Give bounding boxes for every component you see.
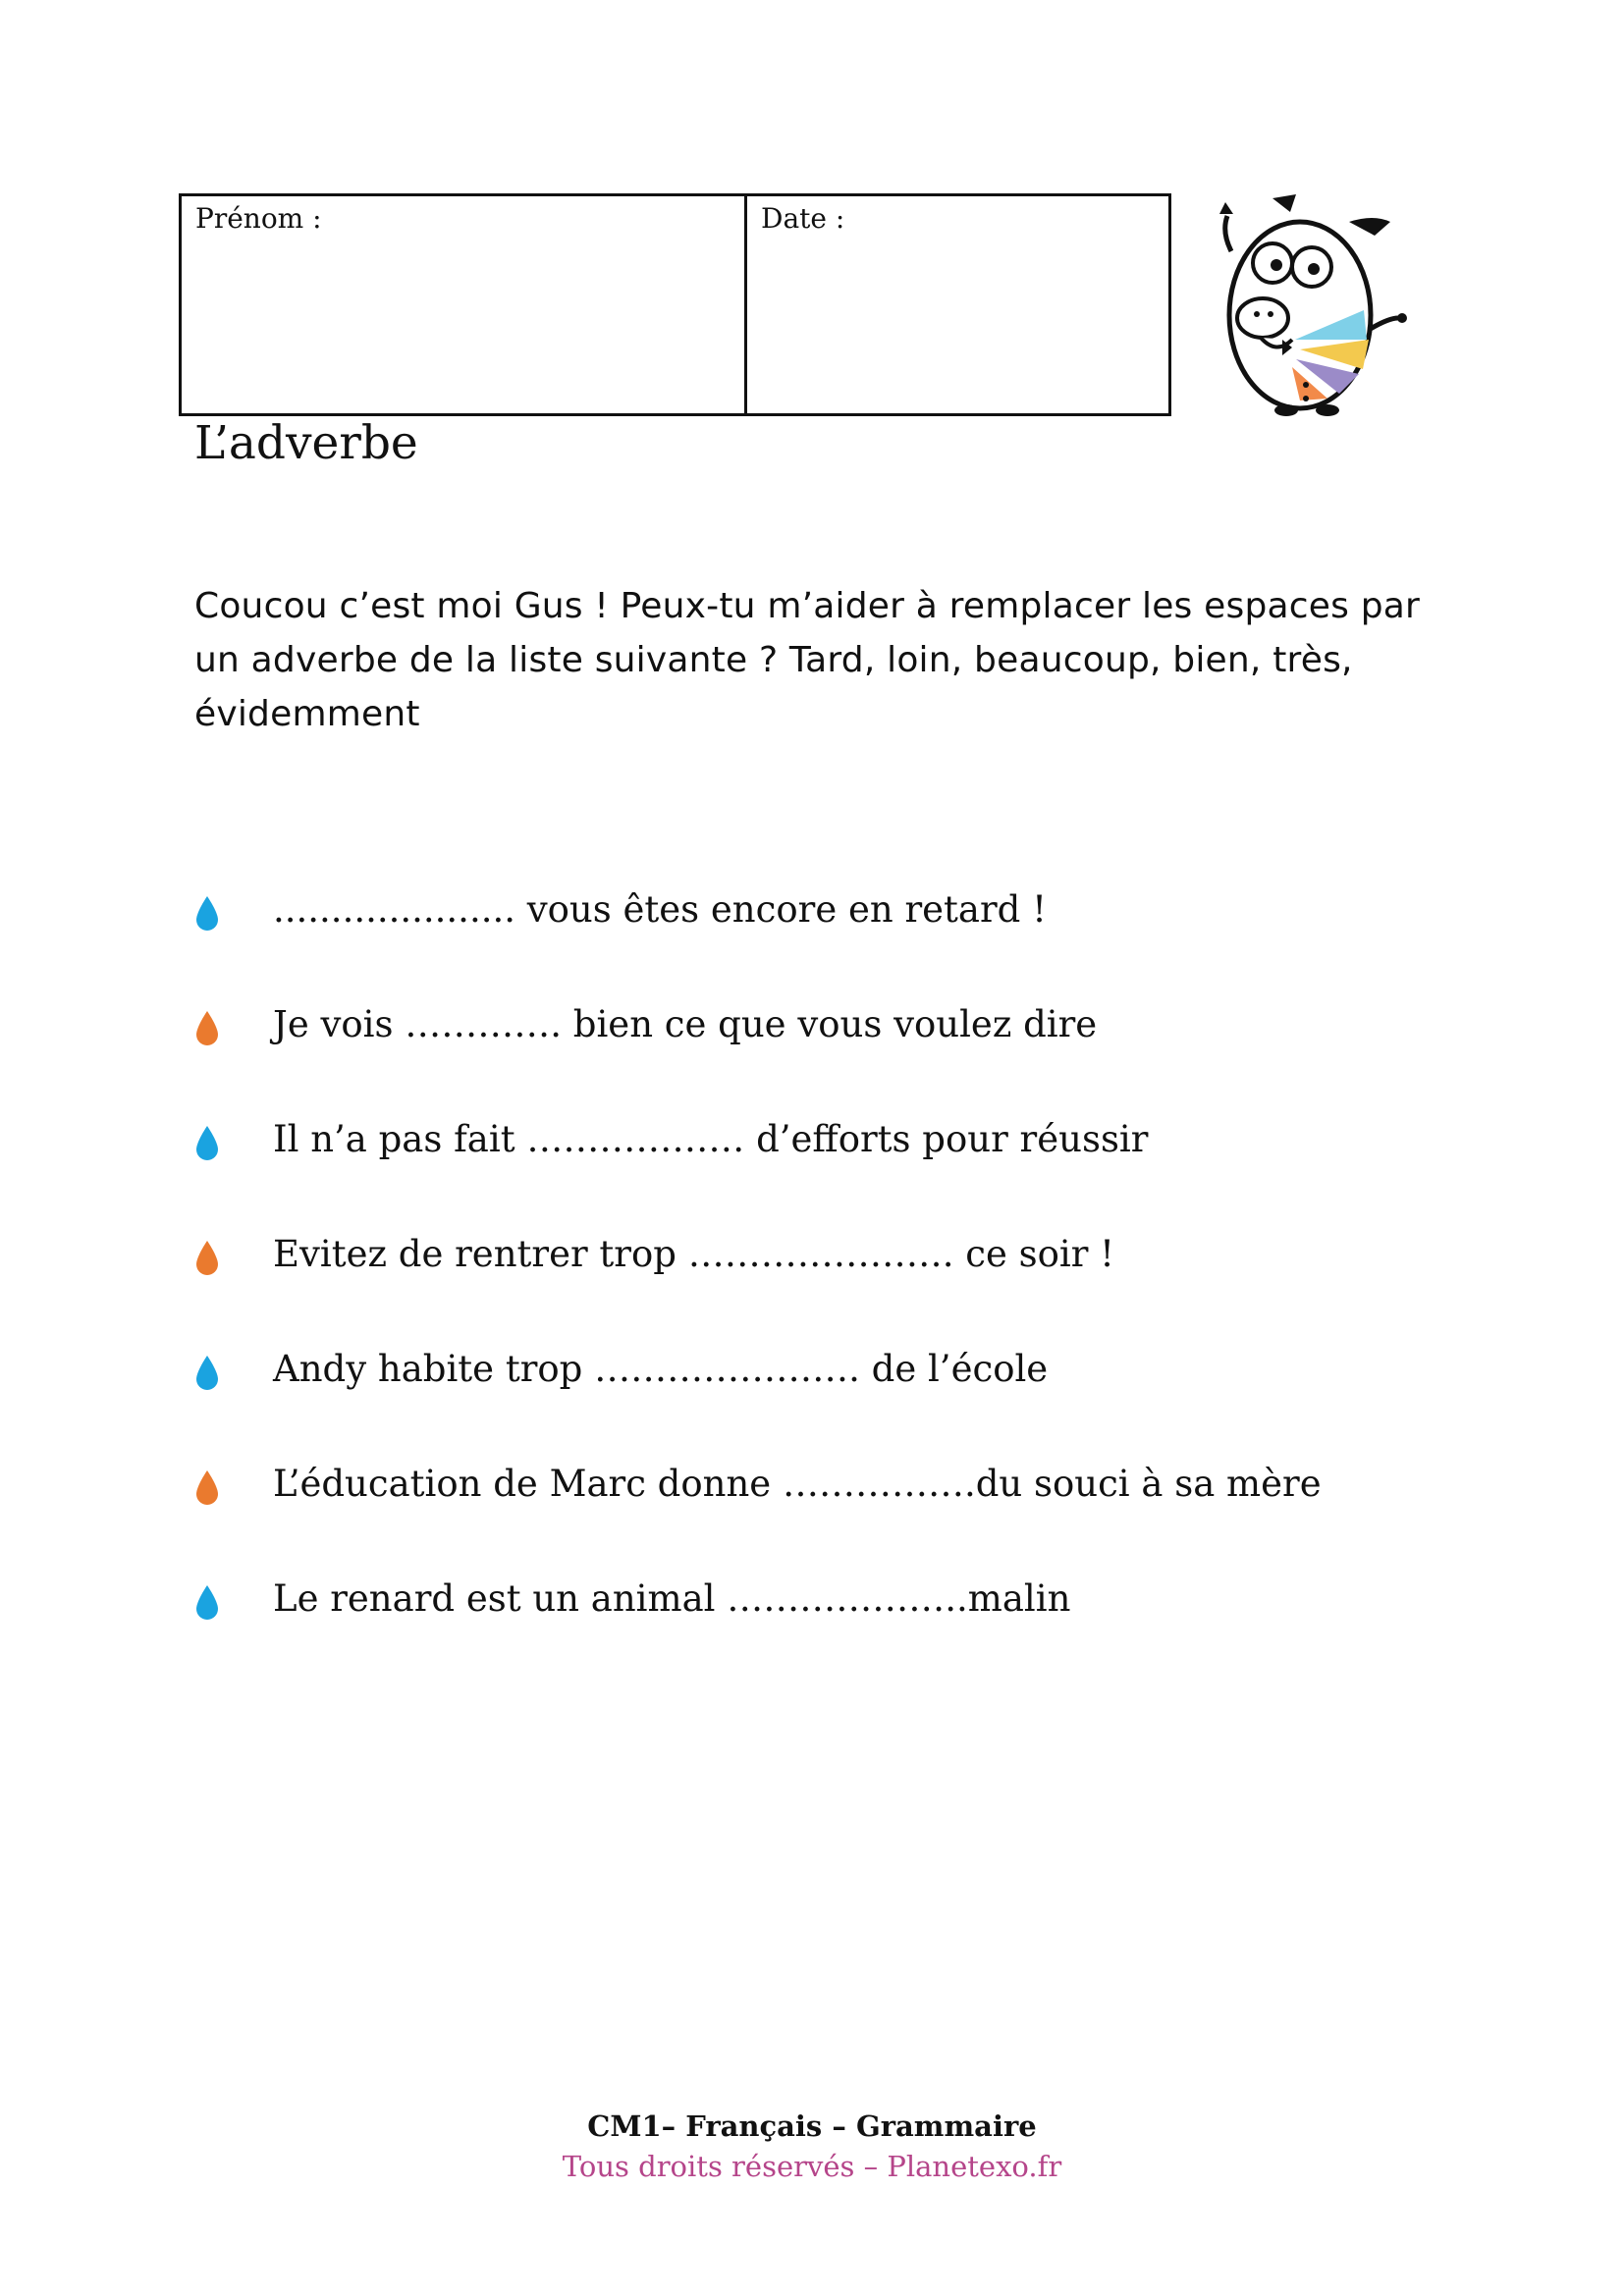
page-footer — [0, 2107, 1624, 2186]
exercise-sentence: Andy habite trop …………………. de l’école — [273, 1348, 1049, 1390]
date-label: Date : — [761, 202, 845, 235]
blue-drop-icon — [192, 1124, 222, 1161]
footer-copyright: Tous droits réservés – Planetexo.fr — [562, 2149, 1062, 2183]
date-field[interactable] — [747, 196, 1168, 413]
exercise-list — [192, 888, 1469, 1692]
instructions-text: Coucou c’est moi Gus ! Peux-tu m’aider à remplacer les espaces par un adverbe de la liste suivante ? Tard, loin, beaucoup, bien, très, évidemment — [194, 586, 1421, 734]
orange-drop-icon — [192, 1468, 222, 1506]
name-field[interactable] — [182, 196, 747, 413]
exercise-item — [192, 1348, 1469, 1463]
exercise-item — [192, 1118, 1469, 1233]
student-info-table — [179, 193, 1171, 416]
exercise-sentence: Le renard est un animal ………………..malin — [273, 1577, 1071, 1620]
exercise-sentence: Il n’a pas fait ……………… d’efforts pour réussir — [273, 1118, 1149, 1160]
footer-subject: CM1– Français – Grammaire — [587, 2109, 1037, 2143]
exercise-sentence: Evitez de rentrer trop …………………. ce soir ! — [273, 1233, 1115, 1275]
exercise-sentence: L’éducation de Marc donne …………….du souci à sa mère — [273, 1463, 1322, 1505]
exercise-item — [192, 1463, 1469, 1577]
orange-drop-icon — [192, 1009, 222, 1046]
blue-drop-icon — [192, 894, 222, 932]
exercise-sentence: Je vois …………. bien ce que vous voulez dire — [273, 1003, 1098, 1045]
exercise-item — [192, 1233, 1469, 1348]
exercise-item — [192, 1577, 1469, 1692]
exercise-item — [192, 1003, 1469, 1118]
gus-sheep-mascot — [1202, 192, 1418, 420]
blue-drop-icon — [192, 1583, 222, 1621]
blue-drop-icon — [192, 1354, 222, 1391]
exercise-sentence: ..................... vous êtes encore en retard ! — [273, 888, 1047, 931]
page-title: L’adverbe — [194, 416, 418, 470]
exercise-item — [192, 888, 1469, 1003]
orange-drop-icon — [192, 1239, 222, 1276]
name-label: Prénom : — [195, 202, 322, 235]
